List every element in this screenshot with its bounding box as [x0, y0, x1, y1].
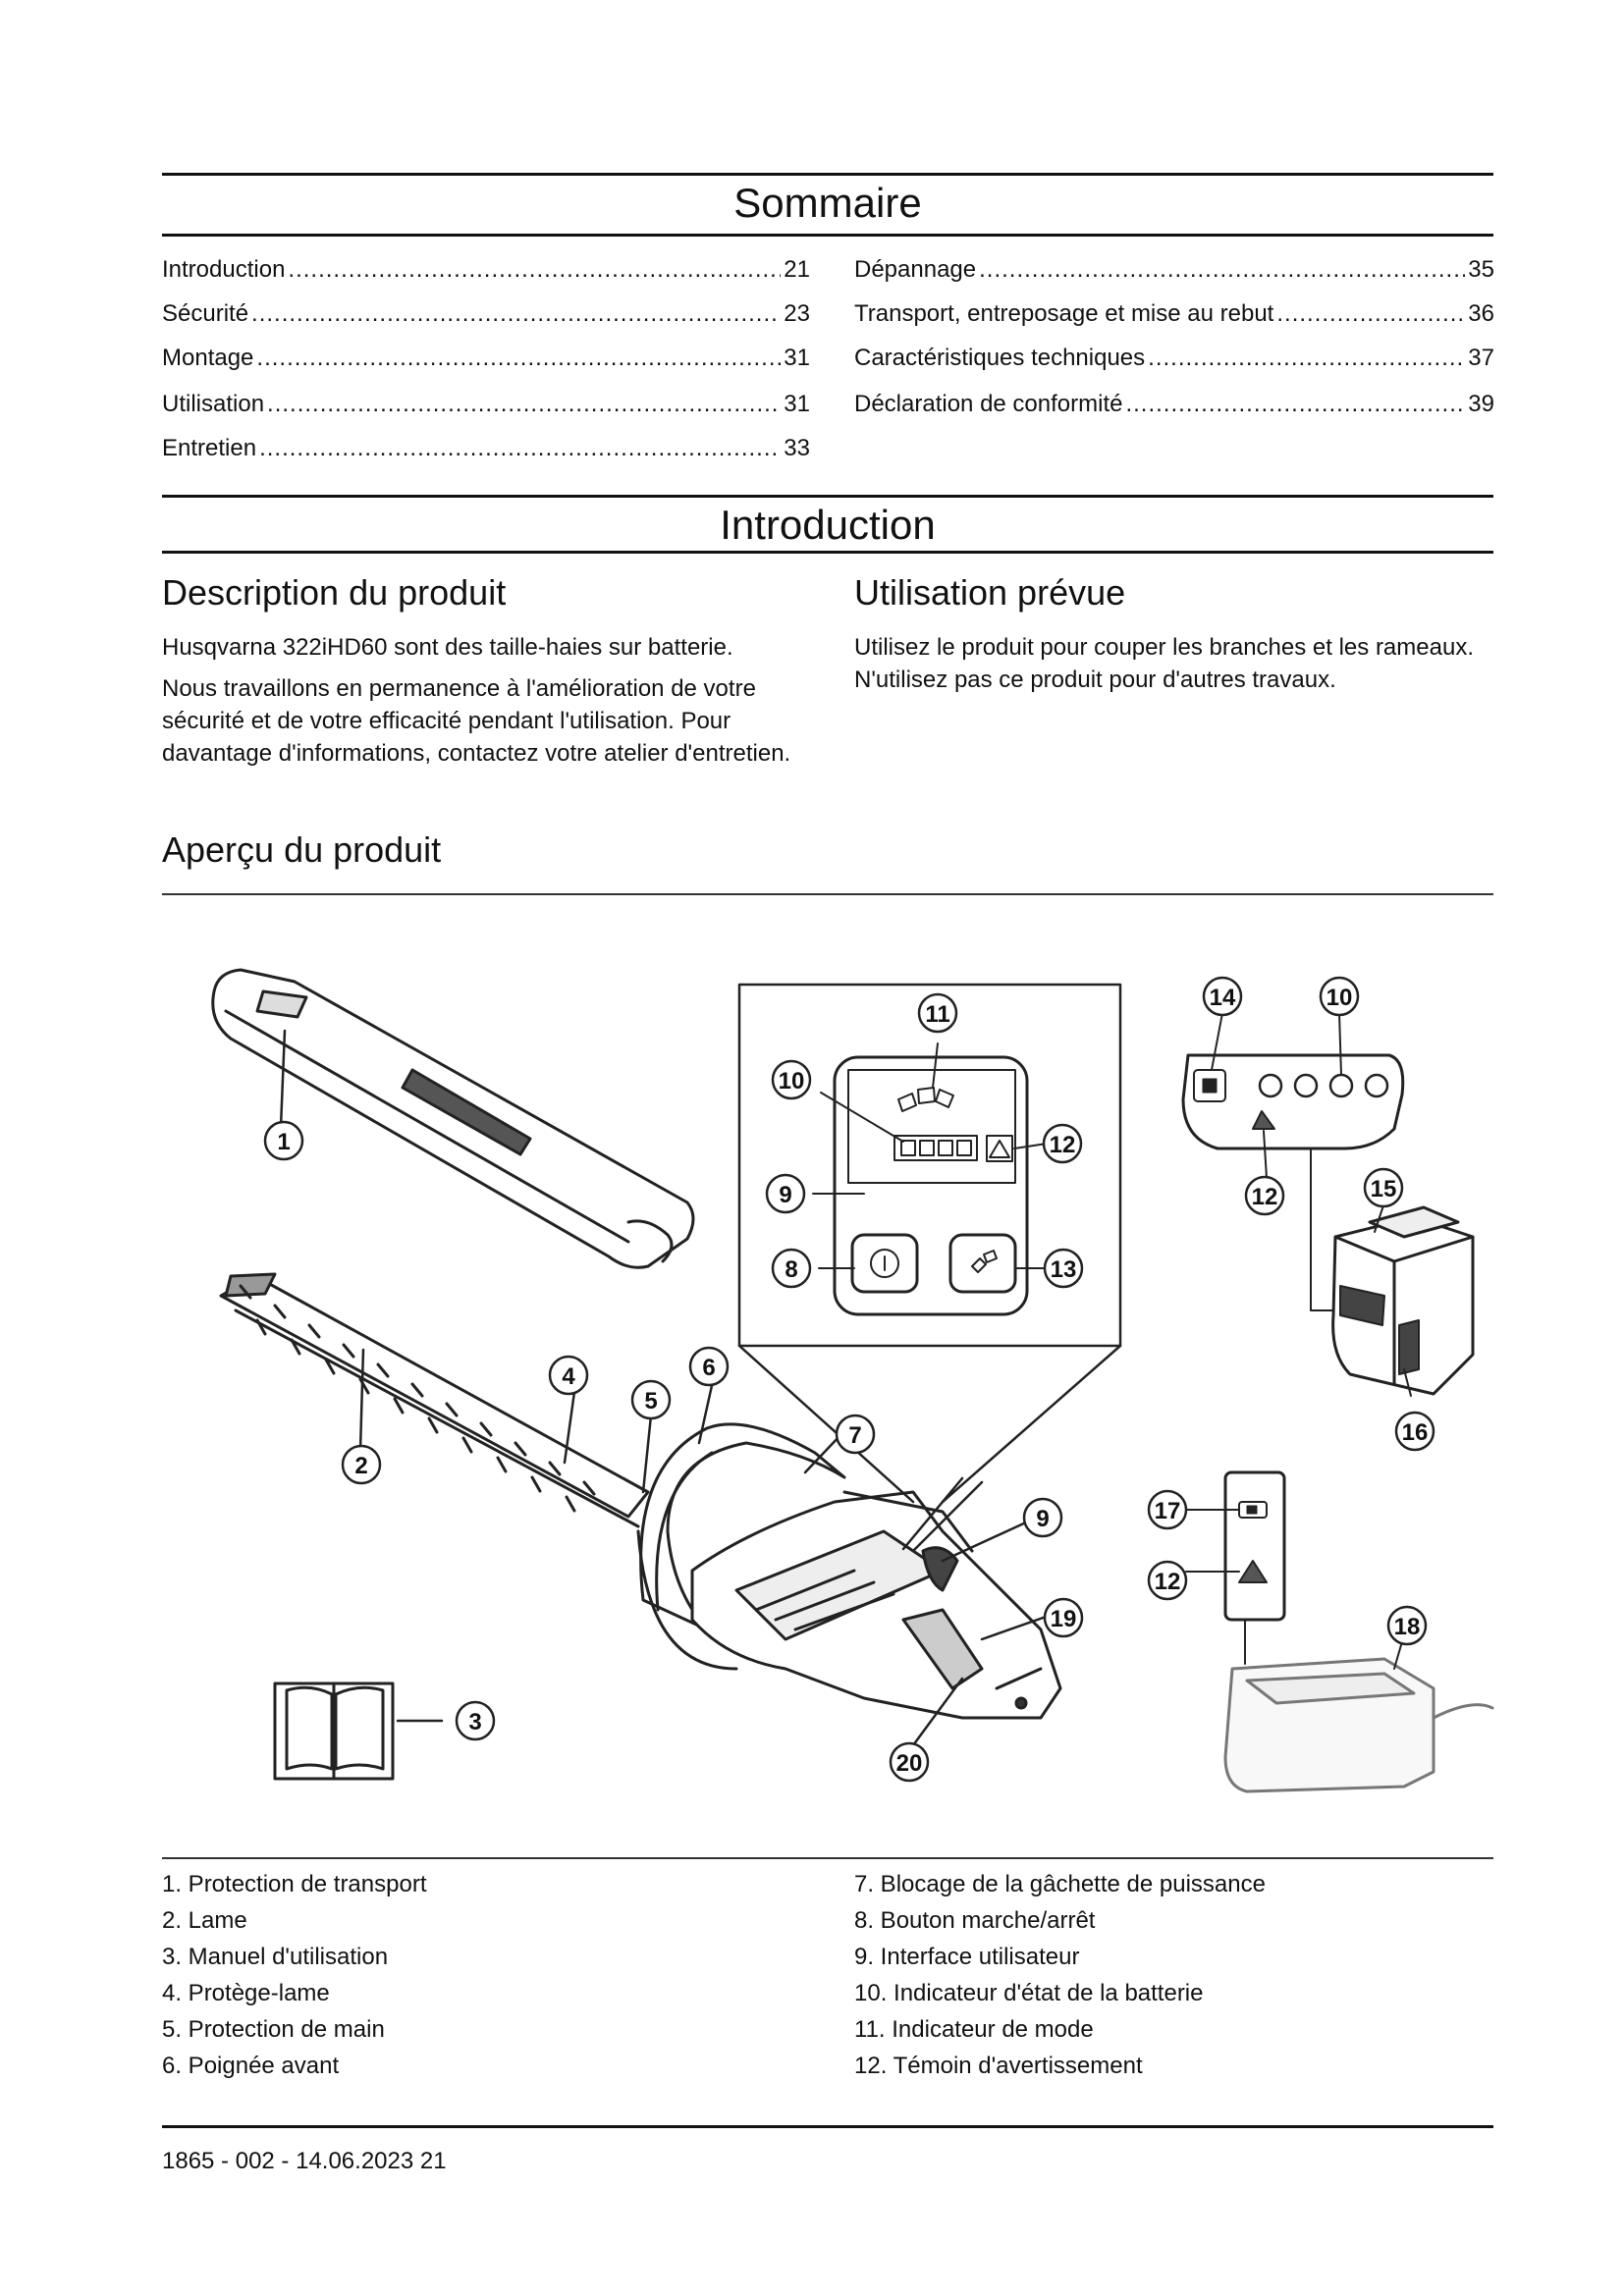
legend-item: 11. Indicateur de mode [854, 2016, 1094, 2043]
svg-text:12: 12 [1251, 1184, 1278, 1210]
legend-left [162, 1866, 426, 2084]
svg-text:13: 13 [1050, 1256, 1077, 1283]
legend-top-rule [162, 1857, 1493, 1859]
svg-text:17: 17 [1154, 1498, 1181, 1524]
svg-text:2: 2 [354, 1453, 368, 1479]
sommaire-title: Sommaire [733, 180, 922, 226]
transport-protection-drawing [213, 970, 693, 1267]
svg-text:3: 3 [468, 1709, 482, 1735]
legend-item: 12. Témoin d'avertissement [854, 2053, 1143, 2079]
legend-item: 5. Protection de main [162, 2016, 385, 2043]
legend-item: 1. Protection de transport [162, 1871, 427, 1897]
svg-text:15: 15 [1370, 1176, 1397, 1202]
svg-text:10: 10 [778, 1068, 805, 1095]
svg-text:19: 19 [1050, 1606, 1077, 1632]
legend-item: 8. Bouton marche/arrêt [854, 1907, 1096, 1934]
overview-heading: Aperçu du produit [162, 829, 442, 870]
legend-item: 6. Poignée avant [162, 2053, 340, 2079]
svg-text:20: 20 [895, 1750, 923, 1777]
svg-text:12: 12 [1154, 1569, 1181, 1595]
description-p2: Nous travaillons en permanence à l'amélioration de votre sécurité et de votre efficacité pendant l'utilisation. Pour davantage d'informations, contactez votre atelier d'entretien. [162, 675, 791, 767]
svg-text:8: 8 [785, 1256, 798, 1283]
legend-item: 3. Manuel d'utilisation [162, 1944, 389, 1970]
toc-entry[interactable]: Sécurité ..... 23 [162, 300, 810, 328]
svg-text:9: 9 [779, 1182, 792, 1208]
usage-heading: Utilisation prévue [854, 572, 1126, 613]
charger-drawing [1186, 1472, 1492, 1791]
legend-item: 4. Protège-lame [162, 1980, 330, 2006]
legend-item: 9. Interface utilisateur [854, 1944, 1080, 1970]
usage-p1: Utilisez le produit pour couper les branches et les rameaux. N'utilisez pas ce produit pour d'autres travaux. [854, 634, 1474, 693]
svg-text:11: 11 [925, 1001, 950, 1028]
svg-text:16: 16 [1401, 1419, 1429, 1446]
svg-text:1: 1 [277, 1129, 291, 1155]
svg-text:6: 6 [702, 1355, 716, 1381]
toc-entry[interactable]: Transport, entreposage et mise au rebut ..... 36 [854, 300, 1494, 328]
description-heading: Description du produit [162, 572, 507, 613]
tool-body-drawing [692, 1492, 1060, 1718]
footer-rule [162, 2125, 1493, 2128]
blade-drawing [221, 1274, 648, 1526]
svg-text:5: 5 [644, 1388, 658, 1415]
svg-text:10: 10 [1326, 985, 1353, 1011]
toc-entry[interactable]: Déclaration de conformité ..... 39 [854, 391, 1494, 418]
toc-entry[interactable]: Caractéristiques techniques ..... 37 [854, 345, 1494, 372]
legend-right [854, 1866, 1266, 2084]
toc-entry[interactable]: Utilisation ..... 31 [162, 391, 810, 418]
manual-drawing [275, 1683, 393, 1779]
description-p1: Husqvarna 322iHD60 sont des taille-haies sur batterie. [162, 634, 733, 661]
toc-entry[interactable]: Dépannage ..... 35 [854, 256, 1494, 284]
toc-entry[interactable]: Introduction ..... 21 [162, 256, 810, 284]
battery-drawing [1333, 1205, 1473, 1396]
legend-item: 7. Blocage de la gâchette de puissance [854, 1871, 1266, 1897]
toc-entry[interactable]: Montage ..... 31 [162, 345, 810, 372]
svg-text:12: 12 [1049, 1132, 1076, 1158]
svg-text:7: 7 [848, 1422, 862, 1449]
legend-item: 2. Lame [162, 1907, 247, 1934]
legend-item: 10. Indicateur d'état de la batterie [854, 1980, 1204, 2006]
svg-text:14: 14 [1209, 985, 1236, 1011]
toc-entry[interactable]: Entretien ..... 33 [162, 435, 810, 462]
svg-text:18: 18 [1393, 1614, 1421, 1640]
introduction-title: Introduction [720, 502, 936, 548]
page-footer: 1865 - 002 - 14.06.2023 21 [162, 2148, 447, 2174]
svg-text:4: 4 [562, 1363, 575, 1390]
svg-text:9: 9 [1036, 1506, 1050, 1532]
